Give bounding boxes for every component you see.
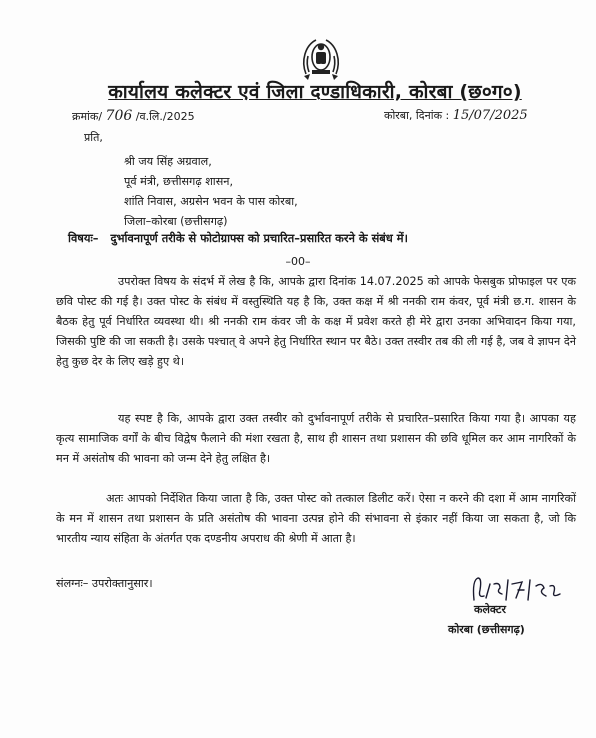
date-label: कोरबा, दिनांक :	[384, 109, 450, 122]
reference-number	[72, 108, 195, 124]
recipient-designation: पूर्व मंत्री, छत्तीसगढ़ शासन,	[124, 175, 234, 188]
body-paragraph-2: यह स्पष्ट है कि, आपके द्वारा उक्त तस्वीर को दुर्भावनापूर्ण तरीके से प्रचारित–प्रसारित किया गया है। आपका यह कृत्य सामाजिक वर्गों के बीच विद्वेष फैलाने की मंशा रखता है, साथ ही शासन तथा प्रशासन की छवि धूमिल कर आम नागरिकों के मन में असंतोष की भावना को जन्म देने हेतु लक्षित है।	[56, 412, 576, 465]
subject-label: विषयः–	[68, 231, 99, 245]
salutation-prati: प्रति,	[84, 131, 103, 144]
reference-suffix: /व.लि./2025	[135, 110, 195, 123]
subject-line	[68, 231, 408, 246]
signatory-designation: कलेक्टर	[474, 603, 506, 616]
state-emblem-icon	[296, 30, 346, 82]
body-paragraph-1: उपरोक्त विषय के संदर्भ में लेख है कि, आपके द्वारा दिनांक 14.07.2025 को आपके फेसबुक प्रोफाइल पर एक छवि पोस्ट की गई है। उक्त पोस्ट के संबंध में वस्तुस्थिति यह है कि, उक्त कक्ष में श्री ननकी राम कंवर, पूर्व मंत्री छ.ग. शासन के बैठक हेतु पूर्व निर्धारित व्यवस्था थी। श्री ननकी राम कंवर जी के कक्ष में प्रवेश करते ही मेरे द्वारा उनका अभिवादन किया गया, जिसकी पुष्टि की जा सकती है। उसके पश्चात् वे अपने हेतु निर्धारित स्थान पर बैठे। उक्त तस्वीर तब की ली गई है, जब वे ज्ञापन देने हेतु कुछ देर के लिए खड़े हुए थे।	[56, 275, 576, 368]
section-separator: –00–	[285, 255, 311, 268]
reference-prefix: क्रमांक/	[72, 110, 103, 123]
recipient-name: श्री जय सिंह अग्रवाल,	[124, 155, 212, 168]
recipient-district: जिला–कोरबा (छत्तीसगढ़)	[124, 215, 228, 228]
enclosure-line: संलग्नः– उपरोक्तानुसार।	[56, 577, 153, 590]
letter-date	[384, 108, 528, 123]
body-paragraph-3: अतः आपको निर्देशित किया जाता है कि, उक्त पोस्ट को तत्काल डिलीट करें। ऐसा न करने की दशा में आम नागरिकों के मन में शासन तथा प्रशासन के प्रति असंतोष की भावना उत्पन्न होने की संभावना से इंकार नहीं किया जा सकता है, जो कि भारतीय न्याय संहिता के अंतर्गत एक दण्डनीय अपराध की श्रेणी में आता है।	[56, 492, 576, 545]
handwritten-signature	[468, 570, 578, 606]
date-value: 15/07/2025	[452, 108, 528, 123]
reference-number-handwritten: 706	[105, 108, 133, 124]
subject-text: दुर्भावनापूर्ण तरीके से फोटोग्राफ्स को प्रचारित–प्रसारित करने के संबंध में।	[110, 231, 408, 245]
recipient-street: शांति निवास, अग्रसेन भवन के पास कोरबा,	[124, 195, 298, 208]
recipient-address	[124, 152, 298, 232]
signatory-district: कोरबा (छत्तीसगढ़)	[448, 623, 525, 636]
office-header-title: कार्यालय कलेक्टर एवं जिला दण्डाधिकारी, कोरबा (छ०ग०)	[108, 81, 522, 103]
